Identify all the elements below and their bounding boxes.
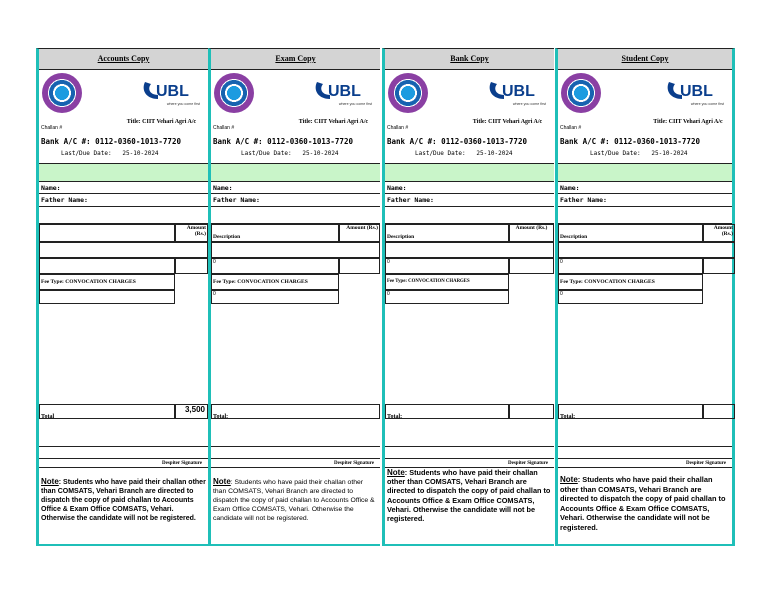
- name-field: Name:: [385, 181, 554, 194]
- total-label: Total: [41, 414, 55, 420]
- fee-type: Fee Type: CONVOCATION CHARGES: [211, 274, 339, 290]
- signature-label: Despiter Signature: [508, 461, 548, 466]
- logo-row: [558, 70, 732, 116]
- copy-header: Student Copy: [558, 49, 732, 70]
- due-date-value: 25-10-2024: [302, 150, 339, 157]
- due-date-value: 25-10-2024: [651, 150, 688, 157]
- due-date-label: Last/Due Date:: [415, 150, 466, 157]
- green-band: [385, 163, 554, 181]
- description-header: Description: [213, 234, 241, 240]
- ubl-tagline: where you come first: [690, 102, 724, 106]
- copy-header: Exam Copy: [211, 49, 380, 70]
- total-amount: [703, 404, 735, 419]
- university-seal-logo: [214, 73, 254, 113]
- bank-account-number: Bank A/C #: 0112-0360-1013-7720: [213, 137, 353, 146]
- bank-account-number: Bank A/C #: 0112-0360-1013-7720: [387, 137, 527, 146]
- logo-row: [39, 70, 208, 116]
- due-date-value: 25-10-2024: [122, 150, 159, 157]
- signature-label: Despiter Signature: [334, 461, 374, 466]
- green-band: [39, 163, 208, 181]
- signature-label: Despiter Signature: [686, 461, 726, 466]
- ubl-logo: [488, 79, 548, 101]
- fee-row-3: 0: [385, 290, 509, 304]
- fee-row-1: 0: [385, 258, 509, 274]
- description-header: [40, 234, 41, 240]
- ubl-tagline: where you come first: [166, 102, 200, 106]
- amount-header: Amount (Rs.): [339, 224, 380, 242]
- challan-copy-accounts: [36, 48, 208, 546]
- amount-header: Amount (Rs.): [509, 224, 554, 242]
- logo-row: [211, 70, 380, 116]
- copy-header: Accounts Copy: [39, 49, 208, 70]
- name-field: Name:: [211, 181, 380, 194]
- due-date-label: Last/Due Date:: [590, 150, 641, 157]
- challan-label: Challan #: [560, 125, 582, 131]
- fee-type: Fee Type: CONVOCATION CHARGES: [39, 274, 175, 290]
- ubl-logo: [666, 79, 726, 101]
- description-header: Description: [387, 234, 415, 240]
- challan-copy-bank: [382, 48, 554, 546]
- father-name-field: Father Name:: [39, 194, 208, 207]
- university-seal-logo: [561, 73, 601, 113]
- due-date-label: Last/Due Date:: [241, 150, 292, 157]
- svg-text:UBL: UBL: [328, 83, 361, 100]
- svg-text:UBL: UBL: [502, 83, 535, 100]
- name-field: Name:: [558, 181, 732, 194]
- note-label: Note: [387, 468, 405, 477]
- ubl-tagline: where you come first: [338, 102, 372, 106]
- challan-copy-exam: [208, 48, 380, 546]
- name-field: Name:: [39, 181, 208, 194]
- note-label: Note: [213, 477, 231, 486]
- university-seal-logo: [388, 73, 428, 113]
- ubl-logo: [142, 79, 202, 101]
- bank-account-number: Bank A/C #: 0112-0360-1013-7720: [41, 137, 181, 146]
- svg-text:UBL: UBL: [680, 83, 713, 100]
- green-band: [211, 163, 380, 181]
- due-date-label: Last/Due Date:: [61, 150, 112, 157]
- bank-account-number: Bank A/C #: 0112-0360-1013-7720: [560, 137, 700, 146]
- account-title: Title: CIIT Vehari Agri A/c: [472, 119, 543, 125]
- total-amount: [509, 404, 554, 419]
- description-header: Description: [560, 234, 588, 240]
- challan-copy-student: [555, 48, 735, 546]
- fee-row-1: 0: [558, 258, 703, 274]
- account-title: Title: CIIT Vehari Agri A/c: [653, 119, 723, 125]
- svg-text:UBL: UBL: [156, 83, 189, 100]
- total-label: Total:: [387, 414, 403, 420]
- note-text: Note: Students who have paid their challan other than COMSATS, Vehari Branch are directed to dispatch the copy of paid challan to Accounts Office & Exam Office COMSATS, Vehari. Otherwise the candidate will not be registered.: [213, 477, 375, 522]
- challan-label: Challan #: [213, 125, 235, 131]
- challan-label: Challan #: [41, 125, 63, 131]
- fee-row-3: 0: [211, 290, 339, 304]
- copy-header: Bank Copy: [385, 49, 554, 70]
- challan-label: Challan #: [387, 125, 409, 131]
- fee-row-3: 0: [558, 290, 703, 304]
- fee-type: Fee Type: CONVOCATION CHARGES: [558, 274, 703, 290]
- fee-row-1: 0: [211, 258, 339, 274]
- note-label: Note: [560, 475, 578, 484]
- fee-row-1: [39, 258, 175, 274]
- signature-label: Despiter Signature: [162, 461, 202, 466]
- note-text: Note: Students who have paid their challan other than COMSATS, Vehari Branch are directed to dispatch the copy of paid challan to Accounts Office & Exam Office COMSATS, Vehari. Otherwise the candidate will not be registered.: [560, 475, 726, 532]
- logo-row: [385, 70, 554, 116]
- total-label: Total:: [560, 414, 576, 420]
- note-label: Note: [41, 477, 59, 486]
- total-amount: 3,500: [175, 404, 208, 419]
- fee-type: Fee Type: CONVOCATION CHARGES: [385, 274, 509, 290]
- note-text: Note: Students who have paid their challan other than COMSATS, Vehari Branch are directed to dispatch the copy of paid challan to Accounts Office & Exam Office COMSATS, Vehari. Otherwise the candidate will not be registered.: [41, 477, 206, 522]
- father-name-field: Father Name:: [211, 194, 380, 207]
- father-name-field: Father Name:: [558, 194, 732, 207]
- ubl-tagline: where you come first: [512, 102, 546, 106]
- green-band: [558, 163, 732, 181]
- amount-header: Amount (Rs.): [703, 224, 735, 242]
- note-text: Note: Students who have paid their challan other than COMSATS, Vehari Branch are directed to dispatch the copy of paid challan to Accounts Office & Exam Office COMSATS, Vehari. Otherwise the candidate will not be registered.: [387, 468, 551, 524]
- amount-header: Amount (Rs.): [175, 224, 208, 242]
- fee-row-3: [39, 290, 175, 304]
- account-title: Title: CIIT Vehari Agri A/c: [126, 119, 197, 125]
- father-name-field: Father Name:: [385, 194, 554, 207]
- account-title: Title: CIIT Vehari Agri A/c: [298, 119, 369, 125]
- ubl-logo: [314, 79, 374, 101]
- total-label: Total:: [213, 414, 229, 420]
- university-seal-logo: [42, 73, 82, 113]
- due-date-value: 25-10-2024: [476, 150, 513, 157]
